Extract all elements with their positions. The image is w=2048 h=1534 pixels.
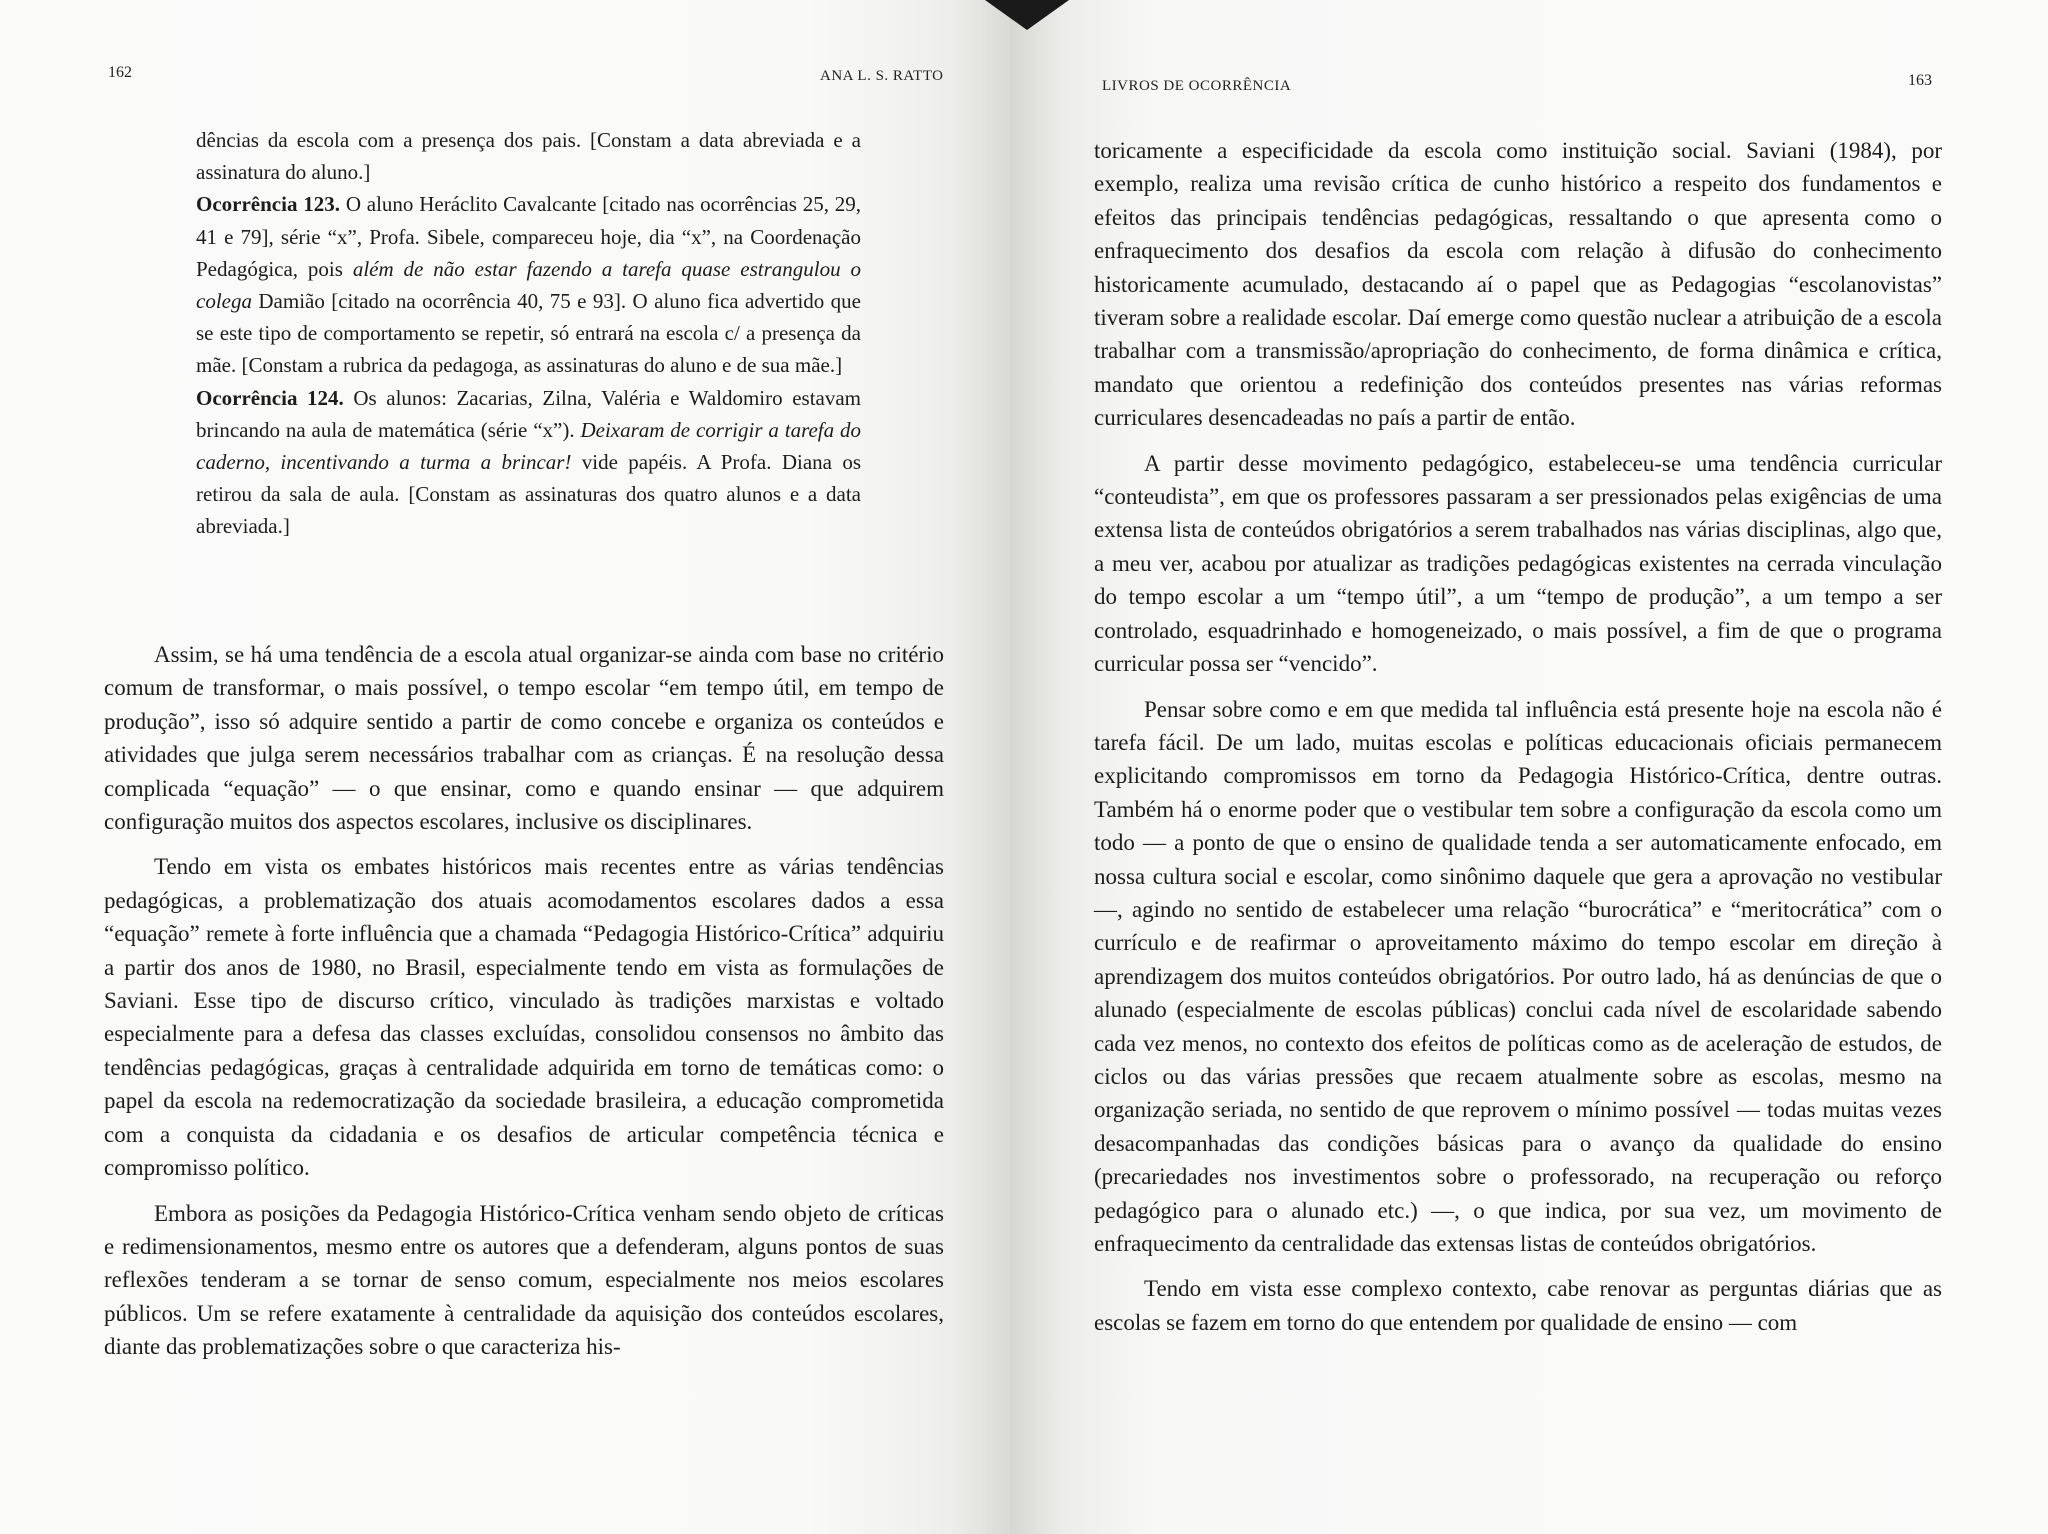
occurrence-text: Damião [citado na ocorrência 40, 75 e 93]. O aluno fica advertido que se este tipo de comportamento se repetir, só entrará na escola c/ a presença da mãe. [Constam a rubrica da pedagoga, as assinaturas do aluno e de sua mãe.] [196,289,861,378]
occurrence-label: Ocorrência 124. [196,385,344,410]
occurrence-italic: além de não estar fazendo a tarefa quase estrangulou o colega [196,256,861,314]
occurrence-continuation: dências da escola com a presença dos pais. [Constam a data abreviada e a assinatura do aluno.] [196,128,861,185]
left-page [0,0,1010,1534]
paragraph: Pensar sobre como e em que medida tal influência está presente hoje na escola não é tarefa fácil. De um lado, muitas escolas e políticas educacionais oficiais permanecem explicitando compromissos em torno da Pedagogia Histórico-Crítica, dentre outras. Também há o enorme poder que o vestibular tem sobre a configuração da escola como um todo — a ponto de que o ensino de qualidade tenda a ser automaticamente enfocado, em nossa cultura social e escolar, como sinônimo daquele que gera a aprovação no vestibular —, agindo no sentido de estabelecer uma relação “burocrática” e “meritocrática” com o currículo e de reafirmar o aproveitamento máximo do tempo escolar em direção à aprendizagem dos muitos conteúdos obrigatórios. Por outro lado, há as denúncias de que o alunado (especialmente de escolas públicas) conclui cada nível de escolaridade sabendo cada vez menos, no contexto dos efeitos de políticas como as de aceleração de estudos, de ciclos ou das várias pressões que recaem atualmente sobre as escolas, mesmo na organização seriada, no sentido de que reprovem o mínimo possível — todas muitas vezes desacompanhadas das condições básicas para o avanço da qualidade do ensino (precariedades nos investimentos sobre o professorado, na recuperação ou reforço pedagógico para o alunado etc.) —, o que indica, por sua vez, um movimento de enfraquecimento da centralidade das extensas listas de conteúdos obrigatórios. [1094,696,1942,1256]
occurrence-123 [196,188,861,381]
page-number: 162 [108,64,132,81]
paragraph: Assim, se há uma tendência de a escola atual organizar-se ainda com base no critério comum de transformar, o mais possível, o tempo escolar “em tempo útil, em tempo de produção”, isso só adquire sentido a partir de como concebe e organiza os conteúdos e atividades que julga serem necessários trabalhar com as crianças. É na resolução dessa complicada “equação” — o que ensinar, como e quando ensinar — que adquirem configuração muitos dos aspectos escolares, inclusive os disciplinares. [104,642,944,835]
paragraph: toricamente a especificidade da escola como instituição social. Saviani (1984), por exemplo, realiza uma revisão crítica de cunho histórico a respeito dos fundamentos e efeitos das principais tendências pedagógicas, ressaltando o que apresenta como o enfraquecimento dos desafios da escola com relação à difusão do conhecimento historicamente acumulado, destacando aí o papel que as Pedagogias “escolanovistas” tiveram sobre a realidade escolar. Daí emerge como questão nuclear a atribuição de a escola trabalhar com a transmissão/apropriação do conhecimento, de forma dinâmica e crítica, mandato que orientou a redefinição dos conteúdos presentes nas várias reformas curriculares desencadeadas no país a partir de então. [1094,138,1942,431]
paragraph: Tendo em vista os embates históricos mais recentes entre as várias tendências pedagógicas, a problematização dos atuais acomodamentos escolares dados a essa “equação” remete à forte influência que a chamada “Pedagogia Histórico-Crítica” adquiriu a partir dos anos de 1980, no Brasil, especialmente tendo em vista as formulações de Saviani. Esse tipo de discurso crítico, vinculado às tradições marxistas e voltado especialmente para a defesa das classes excluídas, consolidou consensos no âmbito das tendências pedagógicas, graças à centralidade adquirida em torno de temáticas como: o papel da escola na redemocratização da sociedade brasileira, a educação comprometida com a conquista da cidadania e os desafios de articular competência técnica e compromisso político. [104,854,944,1181]
body-text [104,638,944,1364]
running-head: LIVROS DE OCORRÊNCIA [1102,78,1292,94]
page-number: 163 [1908,72,1932,89]
occurrence-block [196,124,861,543]
paragraph: A partir desse movimento pedagógico, estabeleceu-se uma tendência curricular “conteudista”, em que os professores passaram a ser pressionados pelas exigências de uma extensa lista de conteúdos obrigatórios a serem trabalhados nas várias disciplinas, algo que, a meu ver, acabou por atualizar as tradições pedagógicas existentes na cerrada vinculação do tempo escolar a um “tempo útil”, a um “tempo de produção”, a um tempo a ser controlado, esquadrinhado e homogeneizado, o mais possível, a fim de que o programa curricular possa ser “vencido”. [1094,450,1942,677]
right-page [1010,0,2048,1534]
paragraph: Tendo em vista esse complexo contexto, cabe renovar as perguntas diárias que as escolas se fazem em torno do que entendem por qualidade de ensino — com [1094,1276,1942,1335]
occurrence-text: Os alunos: Zacarias, Zilna, Valéria e Waldomiro estavam brincando na aula de matemática (série “x”). [196,385,862,442]
occurrence-text: vide papéis. A Profa. Diana os retirou da sala de aula. [Constam as assinaturas dos quatro alunos e a data abreviada.] [196,450,862,539]
body-text [1094,134,1942,1339]
occurrence-text: O aluno Heráclito Cavalcante [citado nas ocorrências 25, 29, 41 e 79], série “x”, Profa. Sibele, compareceu hoje, dia “x”, na Coordenação Pedagógica, pois [196,192,861,281]
occurrence-label: Ocorrência 123. [196,192,341,217]
running-head: ANA L. S. RATTO [820,68,944,84]
occurrence-italic: Deixaram de corrigir a tarefa do caderno, incentivando a turma a brincar! [196,417,861,475]
paragraph: Embora as posições da Pedagogia Histórico-Crítica venham sendo objeto de críticas e redimensionamentos, mesmo entre os autores que a defenderam, alguns pontos de suas reflexões tenderam a se tornar de senso comum, especialmente nos meios escolares públicos. Um se refere exatamente à centralidade da aquisição dos conteúdos escolares, diante das problematizações sobre o que caracteriza his- [104,1200,944,1360]
binding-shadow [985,0,1069,30]
occurrence-124 [196,382,861,543]
